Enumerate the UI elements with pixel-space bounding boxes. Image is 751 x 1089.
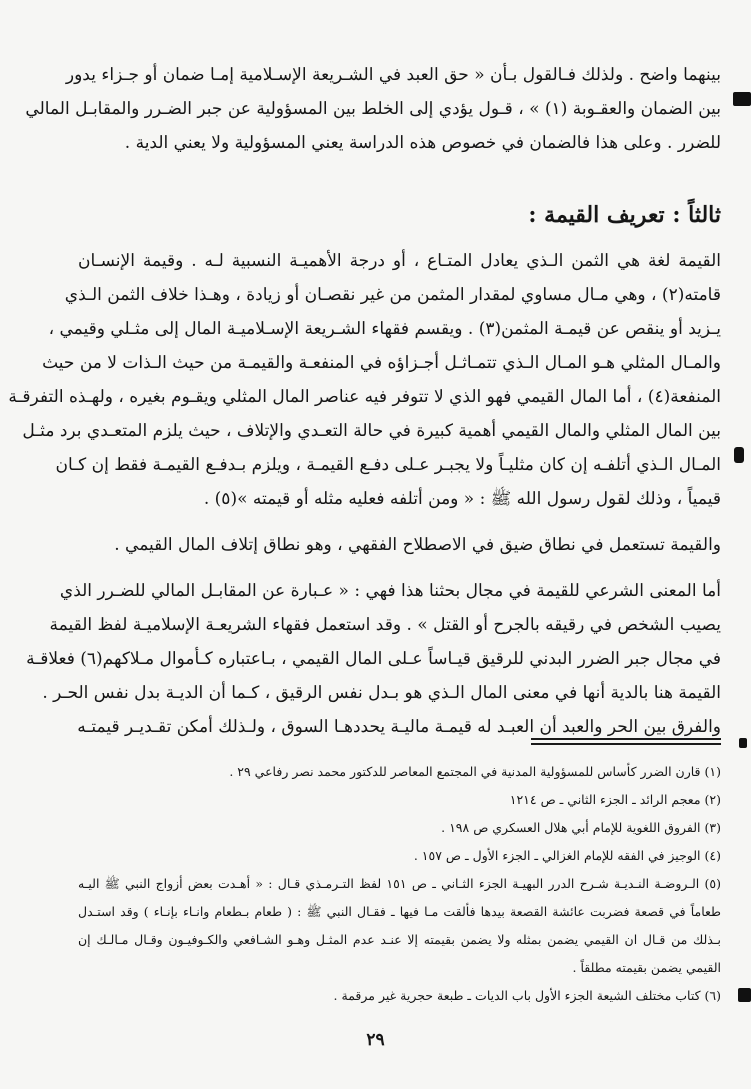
body-text-line: بين المال المثلي والمال القيمي أهمية كبيرة في حالة التعـدي والإتلاف ، حيث يلزم المتعـدي برد مثـل — [22, 421, 721, 441]
footnote: طعاماً في قصعة فضربت عائشة القصعة بيدها فألقت مـا فيها ـ فقـال النبي ﷺ : ( طعام بـطعام وانـاء بإنـاء ) وقد استـدل — [78, 904, 721, 919]
body-text-line: أما المعنى الشرعي للقيمة في مجال بحثنا هذا فهي : « عـبارة عن المقابـل المالي للضـرر الذي — [59, 581, 721, 601]
body-text-line: المـال الـذي أتلفـه إن كان مثليـاً ولا يجبـر عـلى دفـع القيمـة ، ويلزم بـدفـع القيمـة فقط إن كـان — [55, 455, 721, 475]
section-heading: ثالثاً : تعريف القيمة : — [528, 202, 721, 228]
body-text-line: في مجال جبر الضرر البدني للرقيق قيـاساً عـلى المال القيمي ، بـاعتباره كـأموال مـلاكهم(٦) فعلاقـة — [26, 649, 721, 669]
body-text-line: المنفعة(٤) ، أما المال القيمي فهو الذي لا تتوفر فيه عناصر المال المثلي ويقـوم بغيره ، ولهـذه التفرقـة — [8, 387, 721, 407]
footnote: القيمي يضمن بقيمته مطلقاً . — [572, 960, 721, 975]
scan-edge-mark — [738, 988, 751, 1002]
footnote: (٤) الوجيز في الفقه للإمام الغزالي ـ الجزء الأول ـ ص ١٥٧ . — [413, 848, 721, 863]
footnote: (٢) معجم الرائد ـ الجزء الثاني ـ ص ١٢١٤ — [509, 792, 721, 807]
body-text-line: والفرق بين الحر والعبد أن العبـد له قيمـة ماليـة يحددهـا السوق ، ولـذلك أمكن تقـديـر قيمتـه — [77, 717, 721, 737]
body-text-line: والمـال المثلي هـو المـال الـذي تتمـاثـل أجـزاؤه في المنفعـة والقيمـة من حيث الـذات لا من حيث — [42, 353, 721, 373]
footnote: (٦) كتاب مختلف الشيعة الجزء الأول باب الديات ـ طبعة حجرية غير مرقمة . — [333, 988, 721, 1003]
footnote-separator — [531, 743, 721, 745]
scan-edge-mark — [734, 447, 744, 463]
body-text-line: والقيمة تستعمل في نطاق ضيق في الاصطلاح الفقهي ، وهو نطاق إتلاف المال القيمي . — [114, 535, 721, 555]
body-text-line: القيمة لغة هي الثمن الـذي يعادل المتـاع ، أو درجة الأهميـة النسبية لـه . وقيمة الإنسـان — [78, 251, 721, 271]
body-text-line: قامته(٢) ، وهي مـال مساوي لمقدار المثمن من غير نقصـان أو زيادة ، وهـذا خلاف الثمن الـذي — [64, 285, 721, 305]
footnote: (١) قارن الضرر كأساس للمسؤولية المدنية في المجتمع المعاصر للدكتور محمد نصر رفاعي ٢٩ . — [229, 764, 721, 779]
body-text-line: بينهما واضح . ولذلك فـالقول بـأن « حق العبد في الشـريعة الإسـلامية إمـا ضمان أو جـزاء يدور — [65, 65, 721, 85]
scan-edge-mark — [739, 738, 747, 748]
footnote: (٣) الفروق اللغوية للإمام أبي هلال العسكري ص ١٩٨ . — [441, 820, 721, 835]
footnote: بـذلك من قـال ان القيمي يضمن بمثله ولا يضمن بقيمته إلا عنـد عدم المثـل وهـو الشـافعي والكـوفيـون وقـال مـالـك إن — [78, 932, 721, 947]
page-number: ٢٩ — [366, 1030, 385, 1050]
footnote: (٥) الـروضـة النـديـة شـرح الدرر البهيـة الجزء الثـاني ـ ص ١٥١ لفظ التـرمـذي قـال : « أهـدت بعض أزواج النبي ﷺ اليـه — [78, 876, 722, 891]
body-text-line: قيمياً ، وذلك لقول رسول الله ﷺ : « ومن أتلفه فعليه مثله أو قيمته »(٥) . — [203, 489, 721, 509]
body-text-line: للضرر . وعلى هذا فالضمان في خصوص هذه الدراسة يعني المسؤولية ولا يعني الدية . — [124, 133, 721, 153]
body-text-line: يـزيد أو ينقص عن قيمـة المثمن(٣) . ويقسم فقهاء الشـريعة الإسـلاميـة المال إلى مثـلي وقيمي ، — [48, 319, 721, 339]
footnote-separator — [531, 738, 721, 740]
scan-edge-mark — [733, 92, 751, 106]
body-text-line: يصيب الشخص في رقيقه بالجرح أو القتل » . وقد استعمل فقهاء الشريعـة الإسلاميـة لفظ القيمة — [49, 615, 721, 635]
body-text-line: القيمة هنا بالدية أنها في معنى المال الـذي هو بـدل نفس الرقيق ، كـما أن الديـة بدل نفس الحـر . — [42, 683, 721, 703]
body-text-line: بين الضمان والعقـوبة (١) » ، قـول يؤدي إلى الخلط بين المسؤولية عن جبر الضـرر والمقابـل المالي — [25, 99, 721, 119]
